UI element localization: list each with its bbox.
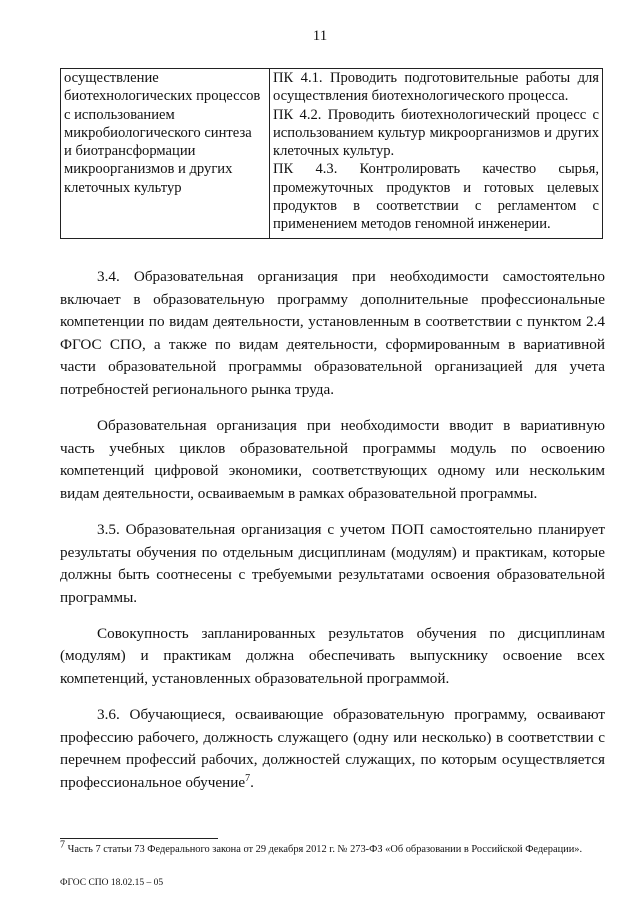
activity-line: с использованием <box>64 106 175 123</box>
paragraph-3-5: 3.5. Образовательная организация с учетом ПОП самостоятельно планирует результаты обучения по отдельным дисциплинам (модулям) и практикам, которые должны быть соотнесены с требуемыми результатами освоения образовательной программы. <box>60 520 605 606</box>
page-number: 11 <box>312 28 328 44</box>
footnote-divider <box>60 838 218 839</box>
activity-line: осуществление <box>64 70 159 86</box>
table-row <box>61 69 603 239</box>
competency-pk-4-3: ПК 4.3. Контролировать качество сырья, промежуточных продуктов и готовых целевых продуктов в соответствии с регламентом с применением методов геномной инженерии. <box>273 161 599 233</box>
document-code: ФГОС СПО 18.02.15 – 05 <box>60 878 164 888</box>
activity-line: биотехнологических процессов <box>64 88 261 105</box>
paragraph-results: Совокупность запланированных результатов обучения по дисциплинам (модулям) и практикам должна обеспечивать выпускнику освоение всех компетенций, установленных образовательной программой. <box>60 624 605 687</box>
paragraph-3-4: 3.4. Образовательная организация при необходимости самостоятельно включает в образовательную программу дополнительные профессиональные компетенции по видам деятельности, установленным в соответствии с пунктом 2.4 ФГОС СПО, а также по видам деятельности, сформированным в вариативной части образовательной программы образовательной организацией для учета потребностей регионального рынка труда. <box>60 268 605 398</box>
activity-line: клеточных культур <box>64 179 182 196</box>
paragraph-3-6 <box>60 704 605 794</box>
footnote <box>60 839 620 856</box>
paragraph-digital-economy: Образовательная организация при необходимости вводит в вариативную часть учебных циклов образовательной программы модуль по освоению компетенций цифровой экономики, соответствующих одному или нескольким видам деятельности, осваиваемым в рамках образовательной программы. <box>60 417 605 502</box>
paragraph-3-6-text: 3.6. Обучающиеся, осваивающие образовательную программу, осваивают профессию рабочего, должность служащего (одну или несколько) в соответствии с перечнем профессий рабочих, должностей служащих, по которым осуществляется профессиональное обучение <box>60 706 605 791</box>
competency-pk-4-1: ПК 4.1. Проводить подготовительные работы для осуществления биотехнологического процесса. <box>273 70 599 105</box>
footnote-reference: 7 <box>245 772 251 784</box>
paragraph-3-6-end: . <box>250 773 254 791</box>
footnote-text: Часть 7 статьи 73 Федерального закона от 29 декабря 2012 г. № 273-ФЗ «Об образовании в Российской Федерации». <box>65 844 583 855</box>
activity-line: микробиологического синтеза <box>64 124 252 141</box>
activity-line: микроорганизмов и других <box>64 161 233 178</box>
activity-line: и биотрансформации <box>64 143 196 160</box>
competency-pk-4-2: ПК 4.2. Проводить биотехнологический процесс с использованием культур микроорганизмов и других клеточных культур. <box>273 106 599 160</box>
footnote-mark: 7 <box>60 839 65 851</box>
competencies-cell <box>270 69 603 239</box>
body-text <box>60 266 605 808</box>
competencies-table <box>60 68 603 239</box>
activity-type-cell <box>61 69 270 239</box>
